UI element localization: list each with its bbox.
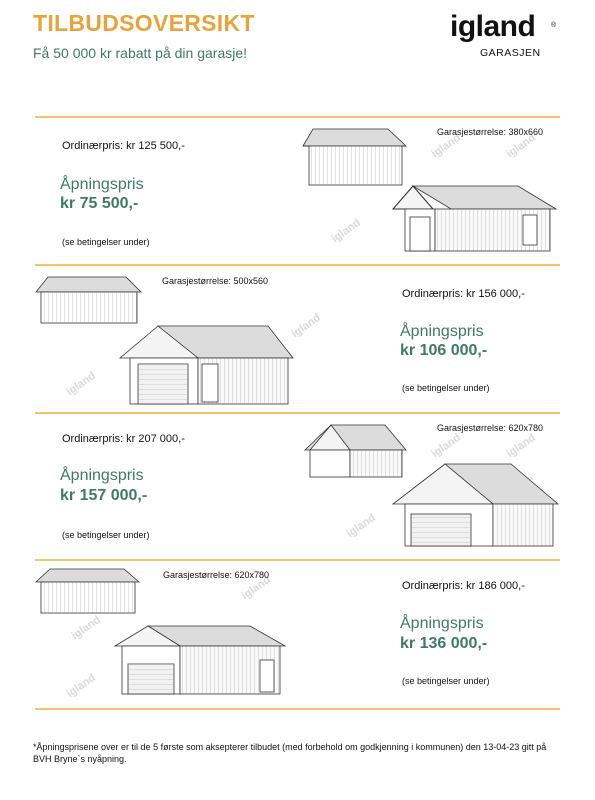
logo-subtitle: GARASJEN bbox=[480, 47, 541, 59]
logo-wordmark: igland bbox=[450, 10, 536, 43]
offer-2-garage-front-view bbox=[120, 324, 294, 406]
offer-1-garage-front-view bbox=[393, 181, 558, 253]
offer-4-garage-side-view bbox=[36, 568, 140, 614]
watermark: igland bbox=[429, 131, 463, 161]
watermark: igland bbox=[69, 613, 103, 643]
offer-1-promo-label: Åpningspris bbox=[60, 176, 144, 193]
offer-3-size: Garasjestørrelse: 620x780 bbox=[437, 423, 544, 433]
watermark: igland bbox=[344, 511, 378, 541]
offer-1-ordinary-price: Ordinærpris: kr 125 500,- bbox=[62, 140, 185, 152]
section-divider bbox=[35, 116, 560, 118]
offer-2-size: Garasjestørrelse: 500x560 bbox=[162, 276, 269, 286]
offer-1-garage-side-view bbox=[303, 128, 407, 186]
watermark: igland bbox=[239, 573, 273, 603]
offer-2-promo-price: kr 106 000,- bbox=[400, 342, 488, 359]
page-title: TILBUDSOVERSIKT bbox=[33, 10, 255, 36]
offer-3-conditions: (se betingelser under) bbox=[62, 530, 150, 540]
page-subtitle: Få 50 000 kr rabatt på din garasje! bbox=[33, 45, 248, 61]
offer-2-promo-label: Åpningspris bbox=[400, 323, 484, 340]
offer-1-promo-price: kr 75 500,- bbox=[60, 195, 139, 212]
logo-registered-mark: ® bbox=[551, 22, 557, 29]
offer-4-garage-front-view bbox=[110, 624, 286, 696]
offer-2-garage-side-view bbox=[36, 276, 142, 324]
section-divider bbox=[35, 708, 560, 710]
footnote-conditions: *Åpningsprisene over er til de 5 første som aksepterer tilbudet (med forbehold om godkjenning i kommunen) den 13-04-23 gitt på BVH Bryne`s nyåpning. bbox=[33, 742, 547, 764]
watermark: igland bbox=[289, 311, 323, 341]
offer-3-garage-front-view bbox=[393, 462, 559, 548]
section-divider bbox=[35, 412, 560, 414]
offer-2-ordinary-price: Ordinærpris: kr 156 000,- bbox=[402, 288, 525, 300]
watermark: igland bbox=[429, 431, 463, 461]
watermark: igland bbox=[504, 131, 538, 161]
igland-logo bbox=[450, 10, 560, 66]
offer-1-conditions: (se betingelser under) bbox=[62, 237, 150, 247]
offer-4-promo-price: kr 136 000,- bbox=[400, 635, 488, 652]
offer-3-ordinary-price: Ordinærpris: kr 207 000,- bbox=[62, 433, 185, 445]
offer-3-promo-price: kr 157 000,- bbox=[60, 487, 148, 504]
offer-3-promo-label: Åpningspris bbox=[60, 467, 144, 484]
offer-4-ordinary-price: Ordinærpris: kr 186 000,- bbox=[402, 580, 525, 592]
watermark: igland bbox=[64, 671, 98, 701]
offer-3-garage-side-view bbox=[305, 424, 407, 478]
offer-4-conditions: (se betingelser under) bbox=[402, 676, 490, 686]
watermark: igland bbox=[504, 431, 538, 461]
watermark: igland bbox=[329, 216, 363, 246]
section-divider bbox=[35, 264, 560, 266]
offer-1-size: Garasjestørrelse: 380x660 bbox=[437, 127, 544, 137]
watermark: igland bbox=[64, 369, 98, 399]
offer-4-size: Garasjestørrelse: 620x780 bbox=[163, 570, 270, 580]
offer-2-conditions: (se betingelser under) bbox=[402, 383, 490, 393]
offer-4-promo-label: Åpningspris bbox=[400, 615, 484, 632]
section-divider bbox=[35, 559, 560, 561]
